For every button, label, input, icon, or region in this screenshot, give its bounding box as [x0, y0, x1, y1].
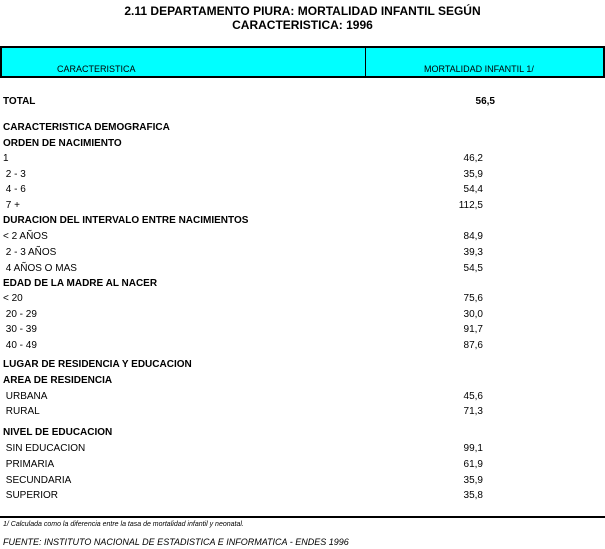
table-row: [0, 262, 605, 276]
row-value: 54,4: [463, 184, 483, 195]
row-label: 4 - 6: [3, 184, 26, 195]
header-label-characteristic: CARACTERISTICA: [57, 64, 136, 74]
row-label: DURACION DEL INTERVALO ENTRE NACIMIENTOS: [3, 215, 249, 226]
row-label: 2 - 3: [3, 169, 26, 180]
row-value: 30,0: [463, 309, 483, 320]
page-subtitle: CARACTERISTICA: 1996: [232, 18, 373, 32]
table-row: [0, 246, 605, 260]
table-row: [0, 323, 605, 337]
table-header: [0, 46, 605, 78]
source-note: FUENTE: INSTITUTO NACIONAL DE ESTADISTICA E INFORMATICA - ENDES 1996: [3, 537, 349, 547]
footer-divider: [0, 516, 605, 518]
row-label: NIVEL DE EDUCACION: [3, 427, 113, 438]
section-heading-row: [0, 95, 605, 109]
table-row: [0, 489, 605, 503]
section-heading-row: [0, 374, 605, 388]
row-label: 40 - 49: [3, 340, 37, 351]
section-heading-row: [0, 426, 605, 440]
header-cell-characteristic: [0, 48, 366, 76]
row-value: 39,3: [463, 247, 483, 258]
table-row: [0, 199, 605, 213]
header-cell-mortality: [366, 48, 605, 76]
section-heading-row: [0, 214, 605, 228]
table-row: [0, 292, 605, 306]
row-value: 112,5: [458, 200, 483, 211]
row-label: < 2 AÑOS: [3, 231, 48, 242]
table-row: [0, 168, 605, 182]
section-heading-row: [0, 277, 605, 291]
row-label: < 20: [3, 293, 23, 304]
row-label: 20 - 29: [3, 309, 37, 320]
row-value: 75,6: [463, 293, 483, 304]
table-row: [0, 442, 605, 456]
section-heading-row: [0, 137, 605, 151]
table-row: [0, 230, 605, 244]
row-value: 35,8: [463, 490, 483, 501]
section-heading-row: [0, 121, 605, 135]
row-label: SECUNDARIA: [3, 475, 72, 486]
table-row: [0, 308, 605, 322]
row-label: EDAD DE LA MADRE AL NACER: [3, 278, 158, 289]
row-label: LUGAR DE RESIDENCIA Y EDUCACION: [3, 359, 192, 370]
row-value: 56,5: [475, 96, 495, 107]
table-row: [0, 405, 605, 419]
table-row: [0, 458, 605, 472]
row-label: 4 AÑOS O MAS: [3, 263, 77, 274]
row-value: 87,6: [463, 340, 483, 351]
row-label: 1: [3, 153, 9, 164]
table-row: [0, 339, 605, 353]
row-label: RURAL: [3, 406, 40, 417]
row-value: 61,9: [463, 459, 483, 470]
section-heading-row: [0, 358, 605, 372]
row-label: TOTAL: [3, 96, 36, 107]
table-row: [0, 474, 605, 488]
row-label: 30 - 39: [3, 324, 37, 335]
row-label: URBANA: [3, 391, 48, 402]
row-label: ORDEN DE NACIMIENTO: [3, 138, 122, 149]
row-label: PRIMARIA: [3, 459, 55, 470]
row-value: 54,5: [463, 263, 483, 274]
row-value: 71,3: [463, 406, 483, 417]
row-label: CARACTERISTICA DEMOGRAFICA: [3, 122, 170, 133]
row-label: 7 +: [3, 200, 20, 211]
row-value: 35,9: [463, 169, 483, 180]
table-row: [0, 390, 605, 404]
row-value: 91,7: [463, 324, 483, 335]
row-value: 35,9: [463, 475, 483, 486]
table-row: [0, 183, 605, 197]
row-label: SIN EDUCACION: [3, 443, 86, 454]
row-value: 45,6: [463, 391, 483, 402]
footnote: 1/ Calculada como la diferencia entre la tasa de mortalidad infantil y neonatal.: [3, 521, 244, 528]
row-label: SUPERIOR: [3, 490, 59, 501]
row-value: 99,1: [463, 443, 483, 454]
page-title: 2.11 DEPARTAMENTO PIURA: MORTALIDAD INFANTIL SEGÚN: [124, 4, 481, 18]
row-label: 2 - 3 AÑOS: [3, 247, 57, 258]
row-value: 46,2: [463, 153, 483, 164]
table-row: [0, 152, 605, 166]
header-label-mortality: MORTALIDAD INFANTIL 1/: [424, 64, 534, 74]
row-label: AREA DE RESIDENCIA: [3, 375, 113, 386]
row-value: 84,9: [463, 231, 483, 242]
